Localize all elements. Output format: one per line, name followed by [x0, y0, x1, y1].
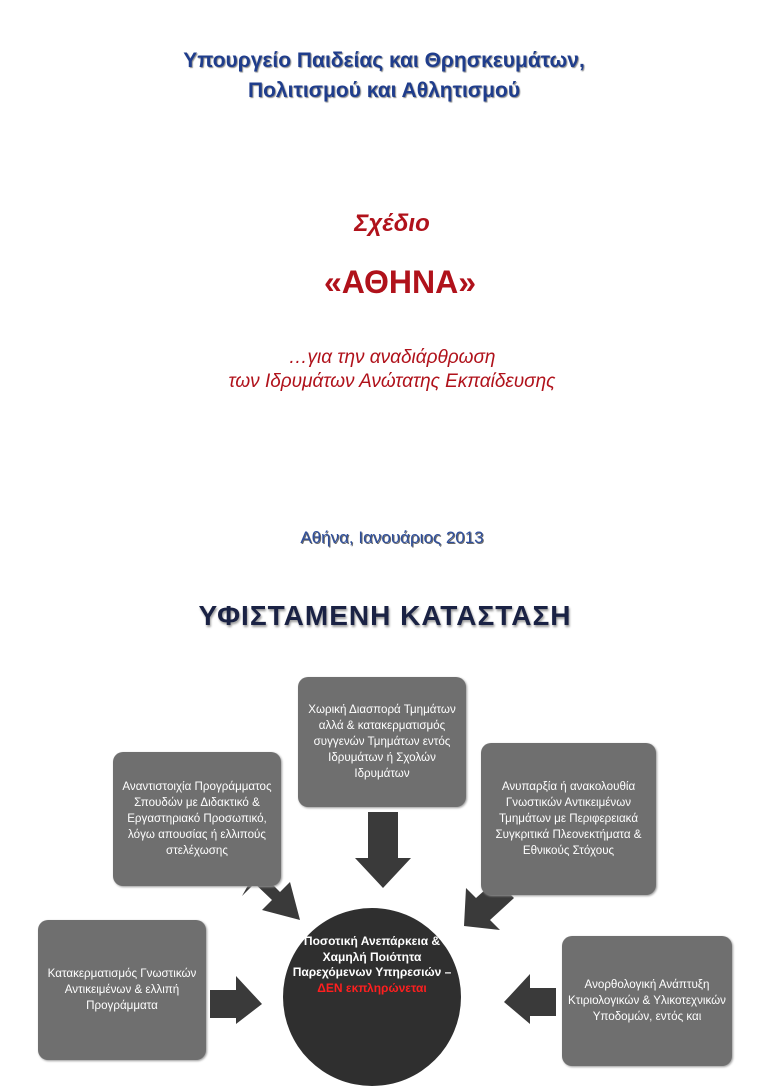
- ministry-line-2: Πολιτισμού και Αθλητισμού: [247, 79, 521, 102]
- center-issue-warning: ΔΕΝ εκπληρώνεται: [317, 980, 427, 995]
- arrow-from-top: [355, 812, 411, 888]
- arrow-from-lower-right: [504, 974, 556, 1024]
- date-line: Αθήνα, Ιανουάριος 2013: [300, 528, 484, 547]
- box-curriculum-mismatch: Αναντιστοιχία Προγράμματος Σπουδών με Διδακτικό & Εργαστηριακό Προσωπικό, λόγω απουσίας ή ελλιπούς στελέχωσης: [113, 752, 281, 886]
- ministry-line-1: Υπουργείο Παιδείας και Θρησκευμάτων,: [183, 49, 585, 72]
- center-issue-text: Ποσοτική Ανεπάρκεια & Χαμηλή Ποιότητα Παρεχόμενων Υπηρεσιών –: [292, 934, 452, 979]
- box-spatial-dispersion: Χωρική Διασπορά Τμημάτων αλλά & κατακερματισμός συγγενών Τμημάτων εντός Ιδρυμάτων ή Σχολών Ιδρυμάτων: [298, 677, 466, 807]
- box-regional-objectives: Ανυπαρξία ή ανακολουθία Γνωστικών Αντικειμένων Τμημάτων με Περιφερειακά Συγκριτικά Πλεονεκτήματα & Εθνικούς Στόχους: [481, 743, 656, 895]
- section-title: ΥΦΙΣΤΑΜΕΝΗ ΚΑΤΑΣΤΑΣΗ: [198, 600, 572, 631]
- arrow-from-lower-left: [210, 976, 262, 1024]
- plan-label: Σχέδιο: [354, 210, 430, 237]
- plan-name: «ΑΘΗΝΑ»: [323, 264, 477, 300]
- ministry-header: [0, 46, 768, 106]
- plan-subtitle-line-2: των Ιδρυμάτων Ανώτατης Εκπαίδευσης: [228, 371, 556, 392]
- center-issue-circle: [283, 908, 461, 1086]
- box-fragmentation: Κατακερματισμός Γνωστικών Αντικειμένων & ελλιπή Προγράμματα: [38, 920, 206, 1060]
- plan-subtitle: [0, 346, 768, 394]
- box-infrastructure: Ανορθολογική Ανάπτυξη Κτιριολογικών & Υλικοτεχνικών Υποδομών, εντός και: [562, 936, 732, 1066]
- plan-subtitle-line-1: …για την αναδιάρθρωση: [288, 347, 496, 368]
